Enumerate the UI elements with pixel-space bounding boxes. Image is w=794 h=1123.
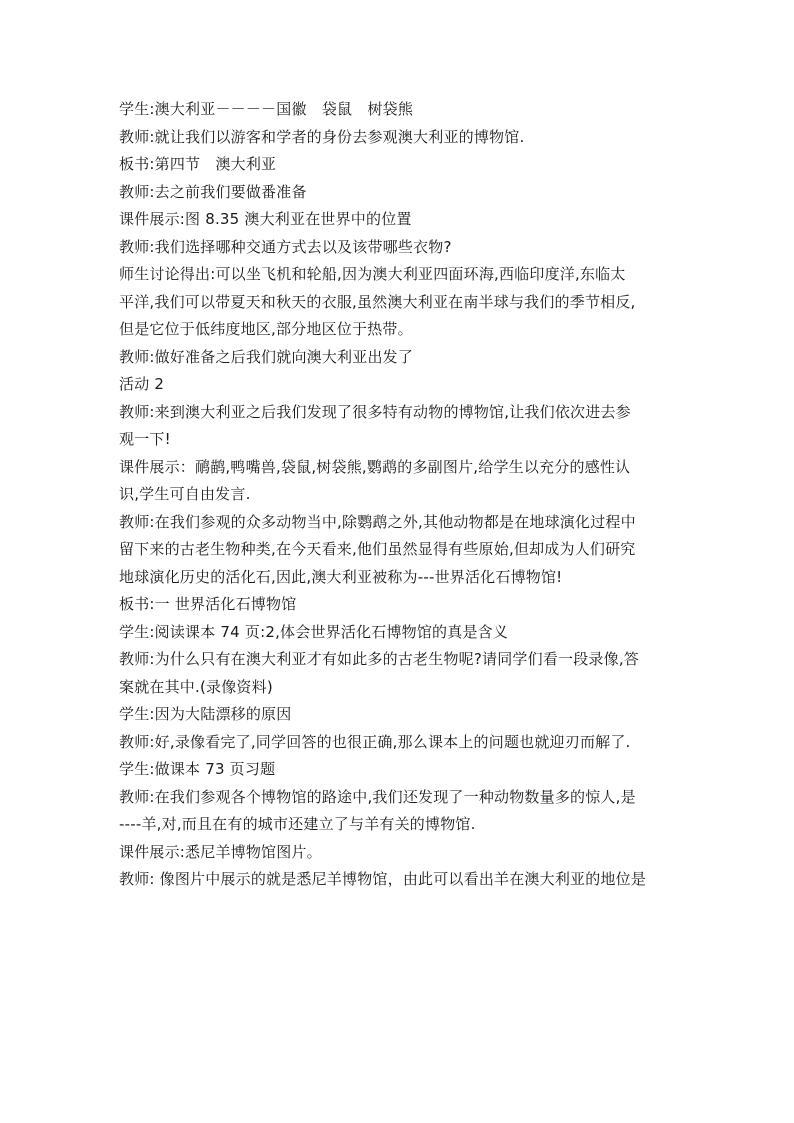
text-line-26: 教师:在我们参观各个博物馆的路途中,我们还发现了一种动物数量多的惊人,是 <box>119 787 636 806</box>
text-line-10: 教师:做好准备之后我们就向澳大利亚出发了 <box>119 347 414 366</box>
text-line-1: 学生:澳大利亚－－－－国徽 袋鼠 树袋熊 <box>119 100 414 118</box>
text-line-15: 识,学生可自由发言. <box>119 485 251 503</box>
text-line-12: 教师:来到澳大利亚之后我们发现了很多特有动物的博物馆,让我们依次进去参 <box>119 402 631 421</box>
document-page <box>119 96 685 894</box>
text-line-19: 板书:一 世界活化石博物馆 <box>119 595 297 613</box>
text-line-13: 观一下! <box>119 430 171 448</box>
text-line-22: 案就在其中.(录像资料) <box>119 677 273 696</box>
text-line-11: 活动 2 <box>119 375 165 393</box>
text-line-14: 课件展示：鸸鹋,鸭嘴兽,袋鼠,树袋熊,鹦鹉的多副图片,给学生以充分的感性认 <box>119 457 631 476</box>
text-line-5: 课件展示:图 8.35 澳大利亚在世界中的位置 <box>119 210 412 228</box>
text-line-9: 但是它位于低纬度地区,部分地区位于热带。 <box>119 320 413 338</box>
text-line-21: 教师:为什么只有在澳大利亚才有如此多的古老生物呢?请同学们看一段录像,答 <box>119 650 639 668</box>
text-line-25: 学生:做课本 73 页习题 <box>119 760 276 778</box>
text-line-20: 学生:阅读课本 74 页:2,体会世界活化石博物馆的真是含义 <box>119 622 509 641</box>
text-line-16: 教师:在我们参观的众多动物当中,除鹦鹉之外,其他动物都是在地球演化过程中 <box>119 512 636 531</box>
text-line-6: 教师:我们选择哪种交通方式去以及该带哪些衣物? <box>119 237 452 256</box>
text-line-29: 教师: 像图片中展示的就是悉尼羊博物馆，由此可以看出羊在澳大利亚的地位是 <box>119 870 647 888</box>
text-line-17: 留下来的古老生物种类,在今天看来,他们虽然显得有些原始,但却成为人们研究 <box>119 540 636 558</box>
text-line-4: 教师:去之前我们要做番准备 <box>119 182 307 201</box>
text-line-24: 教师:好,录像看完了,同学回答的也很正确,那么课本上的问题也就迎刃而解了. <box>119 732 631 751</box>
text-line-7: 师生讨论得出:可以坐飞机和轮船,因为澳大利亚四面环海,西临印度洋,东临太 <box>119 265 626 283</box>
text-line-27: ----羊,对,而且在有的城市还建立了与羊有关的博物馆. <box>119 815 476 833</box>
text-line-2: 教师:就让我们以游客和学者的身份去参观澳大利亚的博物馆. <box>119 127 525 146</box>
text-line-3: 板书:第四节 澳大利亚 <box>119 155 277 173</box>
text-line-28: 课件展示:悉尼羊博物馆图片。 <box>119 842 322 861</box>
text-line-23: 学生:因为大陆漂移的原因 <box>119 705 292 723</box>
text-line-18: 地球演化历史的活化石,因此,澳大利亚被称为---世界活化石博物馆! <box>119 567 563 586</box>
text-line-8: 平洋,我们可以带夏天和秋天的衣服,虽然澳大利亚在南半球与我们的季节相反, <box>119 292 636 311</box>
